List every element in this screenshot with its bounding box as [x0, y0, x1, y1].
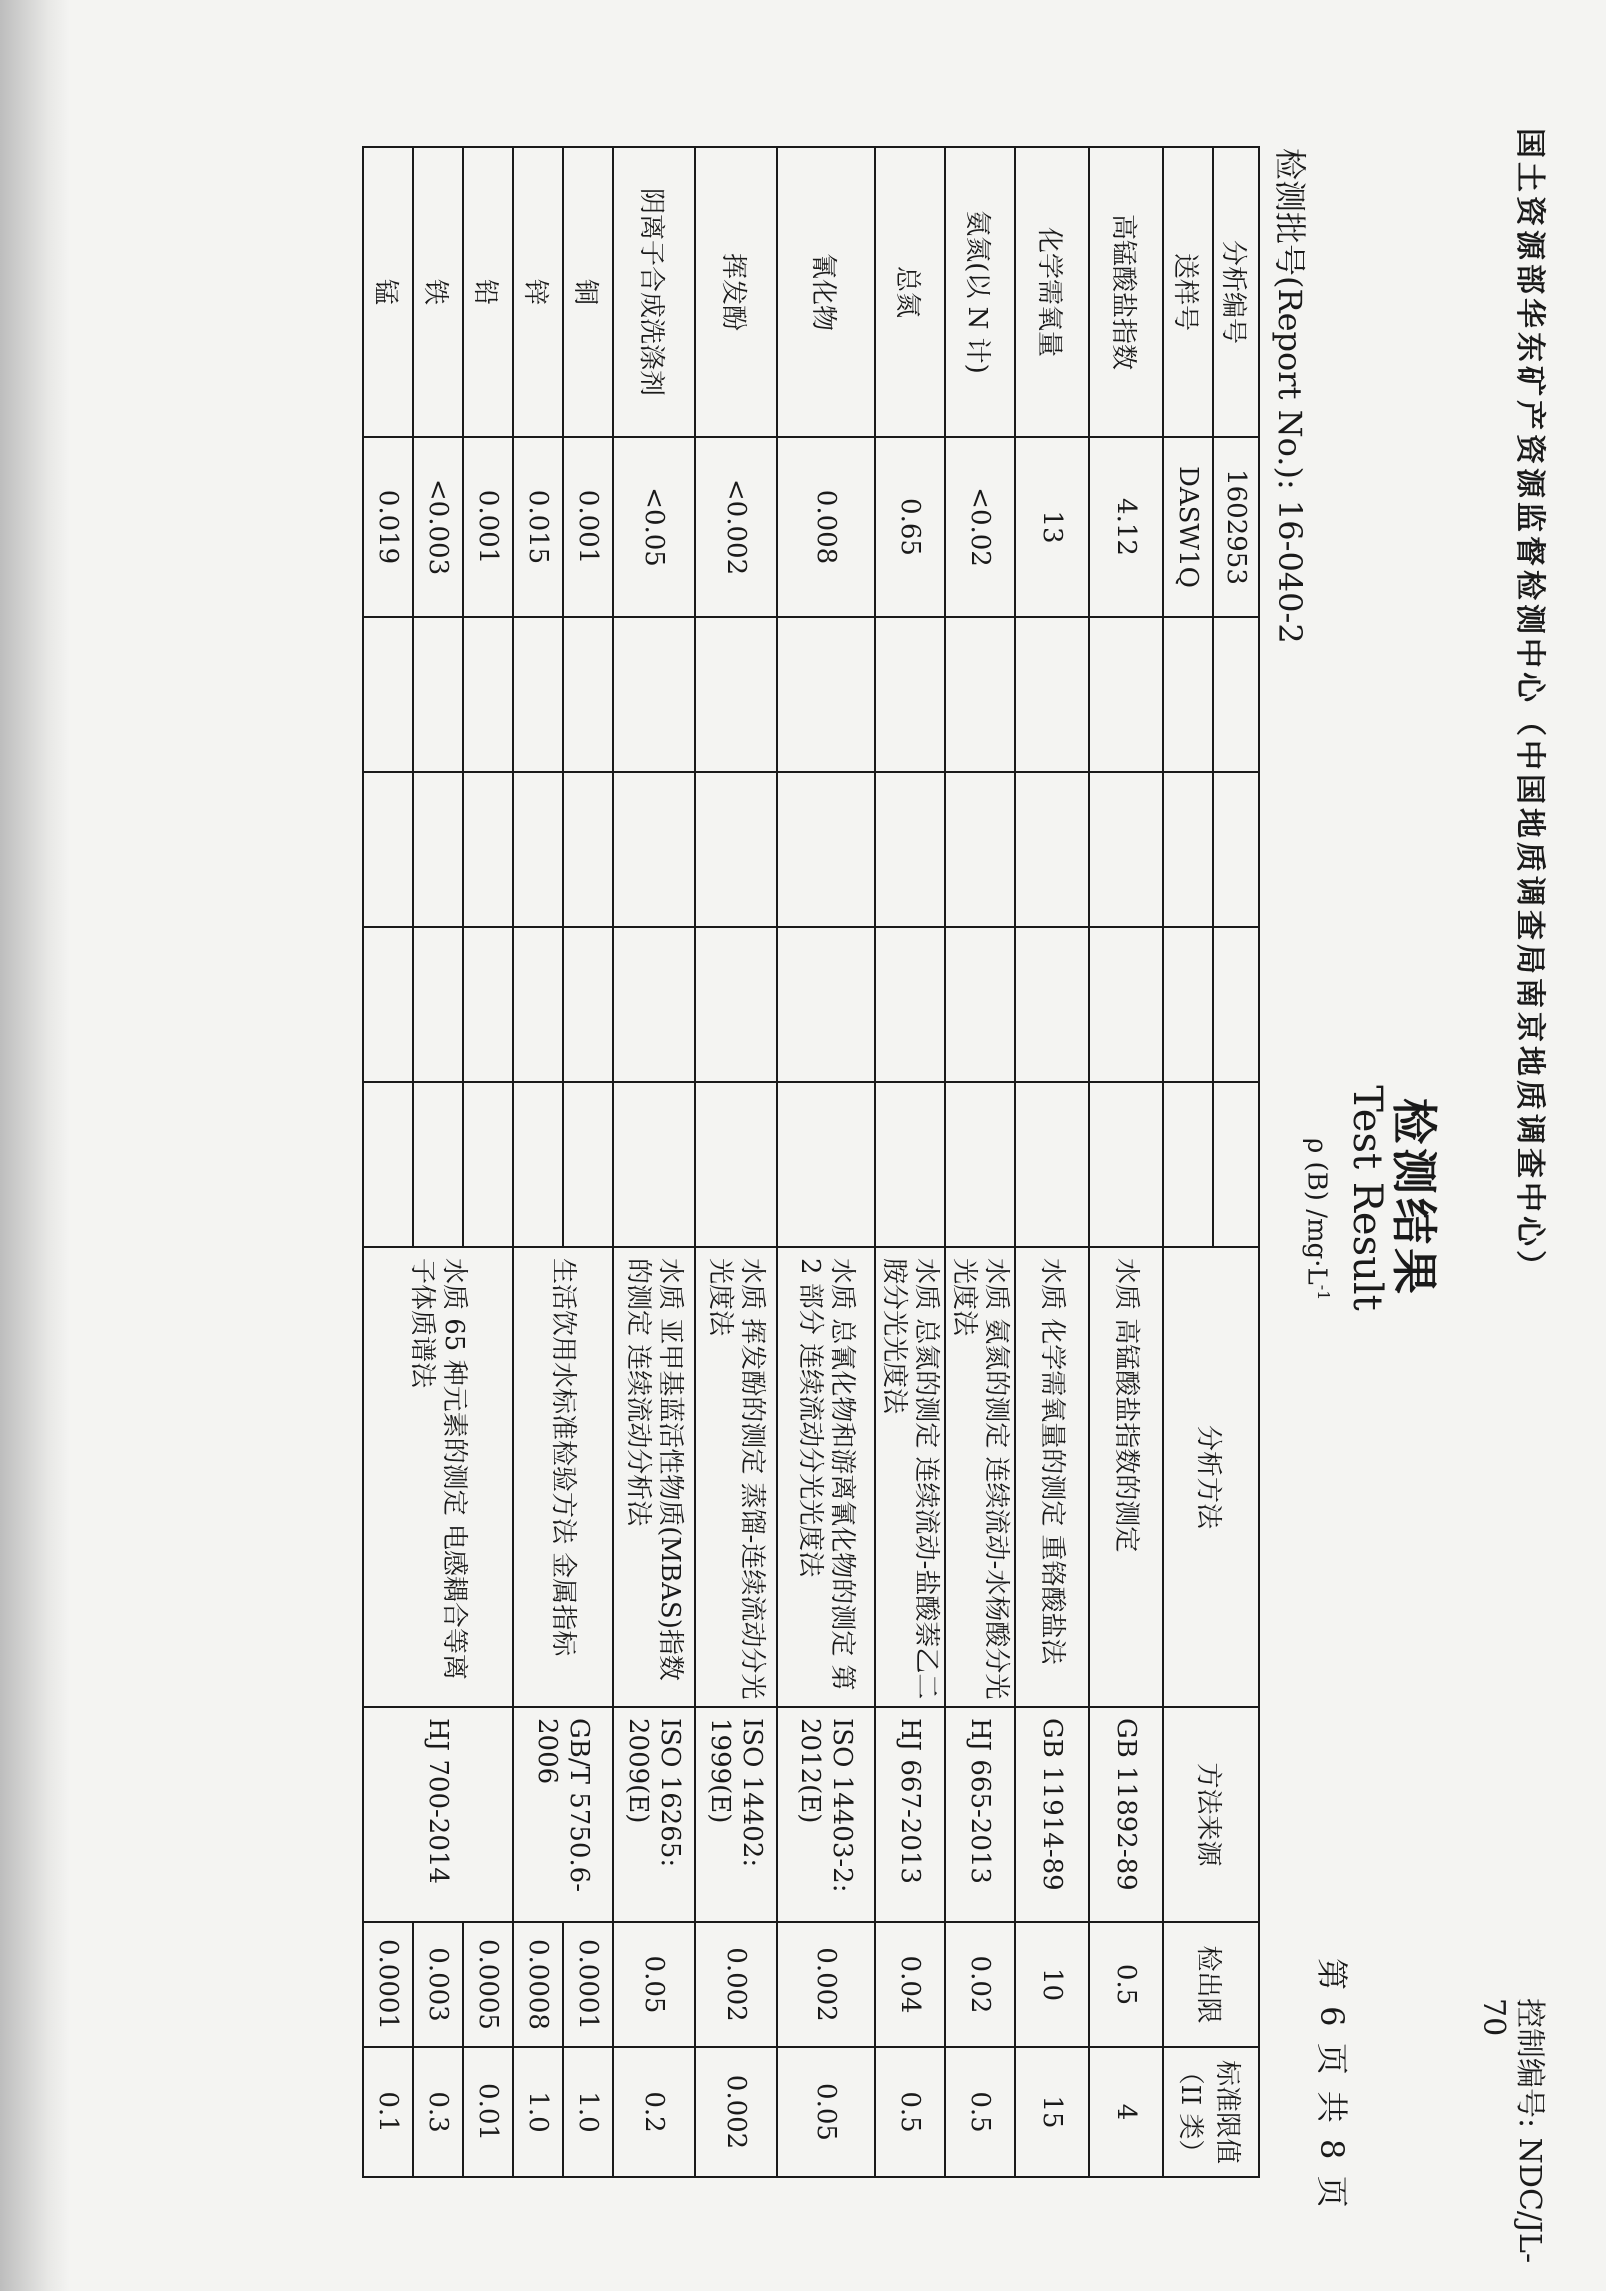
- method-source: HJ 667-2013: [875, 1707, 945, 1922]
- table-row: [777, 147, 875, 2177]
- metal-source-b: HJ 700-2014: [363, 1707, 513, 1922]
- detection-limit: 0.0005: [463, 1922, 513, 2047]
- title-chinese: 检测结果: [1387, 1098, 1441, 1298]
- table-row: [463, 147, 513, 2177]
- item-name: 锌: [513, 147, 563, 437]
- item-name: 总氮: [875, 147, 945, 437]
- results-table: [362, 146, 1260, 2178]
- detection-limit: 0.0001: [563, 1922, 613, 2047]
- item-value: <0.003: [413, 437, 463, 617]
- table-row: [1089, 147, 1163, 2177]
- metal-method-b: 水质 65 种元素的测定 电感耦合等离子体质谱法: [363, 1247, 513, 1707]
- unit-superscript: -1: [1314, 1284, 1333, 1301]
- detection-limit: 10: [1015, 1922, 1089, 2047]
- item-name: 化学需氧量: [1015, 147, 1089, 437]
- method-source: GB 11892-89: [1089, 1707, 1163, 1922]
- item-value: 0.019: [363, 437, 413, 617]
- standard-limit: 4: [1089, 2047, 1163, 2177]
- method-source: HJ 665-2013: [945, 1707, 1015, 1922]
- standard-limit: 0.5: [875, 2047, 945, 2177]
- analysis-no-value: 1602953: [1213, 437, 1259, 617]
- item-name: 高锰酸盐指数: [1089, 147, 1163, 437]
- standard-limit: 0.01: [463, 2047, 513, 2177]
- standard-limit: 0.1: [363, 2047, 413, 2177]
- item-value: 0.008: [777, 437, 875, 617]
- table-row: [613, 147, 695, 2177]
- standard-limit: 0.3: [413, 2047, 463, 2177]
- detection-limit: 0.002: [777, 1922, 875, 2047]
- title-english: Test Result: [1344, 1085, 1390, 1311]
- report-number: 检测批号(Report No.): 16-040-2: [1271, 148, 1309, 644]
- item-value: 0.001: [563, 437, 613, 617]
- standard-limit: 0.5: [945, 2047, 1015, 2177]
- standard-limit: 15: [1015, 2047, 1089, 2177]
- analysis-no-label: 分析编号: [1213, 147, 1259, 437]
- item-value: 0.65: [875, 437, 945, 617]
- unit-label: [1301, 1138, 1333, 1300]
- detection-limit: 0.0008: [513, 1922, 563, 2047]
- item-name: 铜: [563, 147, 613, 437]
- metal-method-a: 生活饮用水标准检验方法 金属指标: [513, 1247, 613, 1707]
- method-source: GB 11914-89: [1015, 1707, 1089, 1922]
- method: 水质 总氮的测定 连续流动-盐酸萘乙二胺分光光度法: [875, 1247, 945, 1707]
- column-header-standard: [1163, 2047, 1259, 2177]
- method-source: ISO 14402: 1999(E): [695, 1707, 777, 1922]
- method: 水质 化学需氧量的测定 重铬酸盐法: [1015, 1247, 1089, 1707]
- detection-limit: 0.5: [1089, 1922, 1163, 2047]
- unit-text: ρ (B) /mg·L: [1301, 1138, 1332, 1285]
- item-name: 阴离子合成洗涤剂: [613, 147, 695, 437]
- standard-limit: 1.0: [513, 2047, 563, 2177]
- column-header-limit: 检出限: [1163, 1922, 1259, 2047]
- method: 水质 亚甲基蓝活性物质(MBAS)指数的测定 连续流动分析法: [613, 1247, 695, 1707]
- table-row: [875, 147, 945, 2177]
- detection-limit: 0.0001: [363, 1922, 413, 2047]
- sample-no-label: 送样号: [1163, 147, 1213, 437]
- detection-limit: 0.05: [613, 1922, 695, 2047]
- item-value: 13: [1015, 437, 1089, 617]
- method: 水质 高锰酸盐指数的测定: [1089, 1247, 1163, 1707]
- table-row: [563, 147, 613, 2177]
- method-source: ISO 16265: 2009(E): [613, 1707, 695, 1922]
- item-value: 4.12: [1089, 437, 1163, 617]
- detection-limit: 0.02: [945, 1922, 1015, 2047]
- table-row: [945, 147, 1015, 2177]
- item-name: 铅: [463, 147, 513, 437]
- item-value: <0.02: [945, 437, 1015, 617]
- standard-label: 标准限值: [1212, 2059, 1242, 2164]
- organization-header: 国土资源部华东矿产资源监督检测中心（中国地质调查局南京地质调查中心）: [1512, 128, 1547, 1284]
- page-number: 第 6 页 共 8 页: [1313, 1958, 1351, 2211]
- method: 水质 氨氮的测定 连续流动-水杨酸分光光度法: [945, 1247, 1015, 1707]
- method-source: ISO 14403-2: 2012(E): [777, 1707, 875, 1922]
- item-name: 氨氮(以 N 计): [945, 147, 1015, 437]
- table-row: [695, 147, 777, 2177]
- standard-limit: 0.05: [777, 2047, 875, 2177]
- item-value: <0.05: [613, 437, 695, 617]
- item-name: 氰化物: [777, 147, 875, 437]
- item-name: 铁: [413, 147, 463, 437]
- standard-limit: 0.2: [613, 2047, 695, 2177]
- table-row: [1015, 147, 1089, 2177]
- method: 水质 总氰化物和游离氰化物的测定 第 2 部分 连续流动分光光度法: [777, 1247, 875, 1707]
- item-value: <0.002: [695, 437, 777, 617]
- standard-limit: 0.002: [695, 2047, 777, 2177]
- rotated-page: [25, 18, 1585, 2268]
- standard-class: （II 类）: [1175, 2058, 1205, 2166]
- metal-source-a: GB/T 5750.6-2006: [513, 1707, 613, 1922]
- item-value: 0.015: [513, 437, 563, 617]
- item-name: 挥发酚: [695, 147, 777, 437]
- table-row-analysis-no: [1213, 147, 1259, 2177]
- method: 水质 挥发酚的测定 蒸馏-连续流动分光光度法: [695, 1247, 777, 1707]
- sample-no-value: DASW1Q: [1163, 437, 1213, 617]
- column-header-source: 方法来源: [1163, 1707, 1259, 1922]
- control-number: 控制编号: NDC/JL-70: [1476, 1998, 1547, 2264]
- detection-limit: 0.002: [695, 1922, 777, 2047]
- column-header-method: 分析方法: [1163, 1247, 1259, 1707]
- detection-limit: 0.003: [413, 1922, 463, 2047]
- item-name: 锰: [363, 147, 413, 437]
- item-value: 0.001: [463, 437, 513, 617]
- detection-limit: 0.04: [875, 1922, 945, 2047]
- standard-limit: 1.0: [563, 2047, 613, 2177]
